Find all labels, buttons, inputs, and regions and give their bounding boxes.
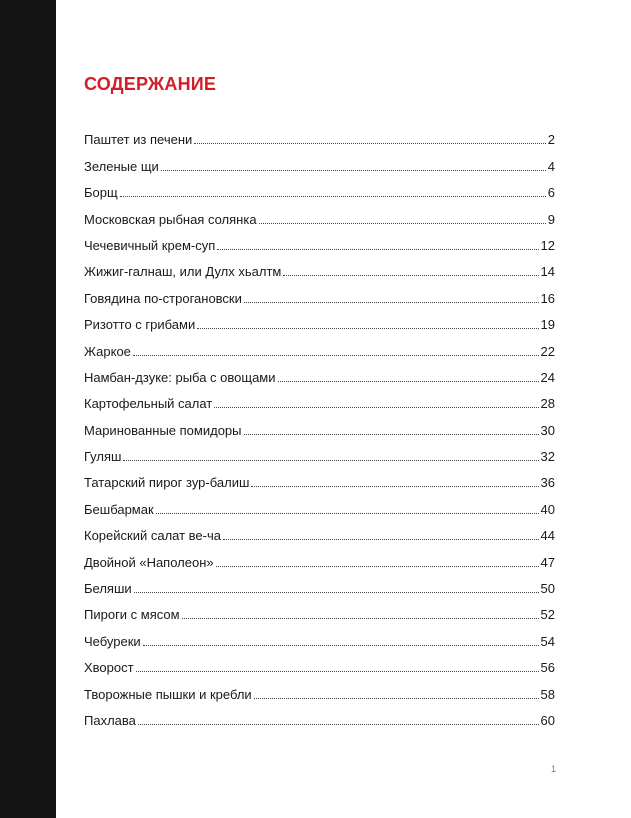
toc-entry[interactable] — [84, 703, 555, 729]
toc-entry[interactable] — [84, 412, 555, 438]
toc-entry[interactable] — [84, 122, 555, 148]
toc-entry-page: 60 — [540, 712, 555, 728]
toc-entry-label: Говядина по-строгановски — [84, 290, 242, 306]
dot-leader — [156, 513, 539, 514]
toc-entry[interactable] — [84, 280, 555, 306]
toc-entry-label: Пироги с мясом — [84, 607, 180, 623]
dot-leader — [283, 275, 538, 276]
toc-entry-page: 9 — [547, 211, 555, 227]
toc-entry-label: Намбан-дзуке: рыба с овощами — [84, 369, 276, 385]
toc-entry[interactable] — [84, 360, 555, 386]
toc-entry-label: Татарский пирог зур-балиш — [84, 475, 250, 491]
toc-entry[interactable] — [84, 544, 555, 570]
dot-leader — [161, 170, 546, 171]
dot-leader — [194, 143, 545, 144]
page-number: 1 — [551, 764, 557, 774]
toc-entry[interactable] — [84, 597, 555, 623]
toc-entry[interactable] — [84, 148, 555, 174]
toc-entry-label: Беляши — [84, 581, 132, 597]
dot-leader — [251, 486, 538, 487]
dot-leader — [143, 645, 539, 646]
toc-entry-page: 28 — [540, 396, 555, 412]
toc-entry[interactable] — [84, 228, 555, 254]
toc-entry-page: 6 — [547, 185, 555, 201]
dot-leader — [278, 381, 539, 382]
toc-entry-page: 24 — [540, 369, 555, 385]
dot-leader — [197, 328, 538, 329]
dot-leader — [134, 592, 539, 593]
toc-entry[interactable] — [84, 254, 555, 280]
toc-entry-page: 47 — [540, 554, 555, 570]
toc-entry-page: 12 — [540, 237, 555, 253]
toc-entry[interactable] — [84, 175, 555, 201]
toc-entry-label: Чебуреки — [84, 633, 141, 649]
toc-entry[interactable] — [84, 571, 555, 597]
toc-entry-page: 2 — [547, 132, 555, 148]
toc-entry-page: 52 — [540, 607, 555, 623]
dot-leader — [136, 671, 539, 672]
dot-leader — [259, 223, 546, 224]
toc-entry-label: Чечевичный крем-суп — [84, 237, 216, 253]
toc-entry-page: 22 — [540, 343, 555, 359]
toc-entry-label: Зеленые щи — [84, 158, 159, 174]
toc-entry-page: 54 — [540, 633, 555, 649]
dot-leader — [244, 434, 539, 435]
toc-entry[interactable] — [84, 465, 555, 491]
dot-leader — [138, 724, 539, 725]
dot-leader — [182, 618, 539, 619]
toc-entry[interactable] — [84, 333, 555, 359]
toc-list — [84, 122, 555, 729]
dot-leader — [123, 460, 538, 461]
toc-entry-label: Корейский салат ве-ча — [84, 528, 221, 544]
toc-entry-page: 36 — [540, 475, 555, 491]
dot-leader — [216, 566, 539, 567]
toc-entry-page: 40 — [540, 501, 555, 517]
toc-entry-page: 50 — [540, 581, 555, 597]
toc-entry-label: Ризотто с грибами — [84, 317, 196, 333]
toc-entry-label: Гуляш — [84, 449, 122, 465]
toc-entry-label: Жаркое — [84, 343, 131, 359]
toc-entry-label: Двойной «Наполеон» — [84, 554, 214, 570]
side-bar — [0, 0, 56, 818]
toc-entry-page: 14 — [540, 264, 555, 280]
toc-entry-page: 4 — [547, 158, 555, 174]
toc-entry-page: 30 — [540, 422, 555, 438]
toc-entry[interactable] — [84, 676, 555, 702]
toc-entry[interactable] — [84, 650, 555, 676]
toc-entry-page: 56 — [540, 660, 555, 676]
toc-entry-page: 19 — [540, 317, 555, 333]
toc-entry-label: Паштет из печени — [84, 132, 193, 148]
toc-entry-label: Картофельный салат — [84, 396, 213, 412]
dot-leader — [217, 249, 538, 250]
toc-entry-label: Московская рыбная солянка — [84, 211, 257, 227]
dot-leader — [214, 407, 538, 408]
toc-entry-label: Пахлава — [84, 712, 136, 728]
toc-entry-page: 16 — [540, 290, 555, 306]
dot-leader — [254, 698, 539, 699]
toc-entry[interactable] — [84, 307, 555, 333]
toc-entry-label: Борщ — [84, 185, 118, 201]
toc-entry-label: Хворост — [84, 660, 134, 676]
toc-entry[interactable] — [84, 518, 555, 544]
dot-leader — [133, 355, 539, 356]
toc-entry[interactable] — [84, 491, 555, 517]
toc-entry-label: Творожные пышки и кребли — [84, 686, 252, 702]
toc-entry[interactable] — [84, 439, 555, 465]
toc-entry-label: Жижиг-галнаш, или Дулх хьалтм — [84, 264, 282, 280]
toc-entry-page: 32 — [540, 449, 555, 465]
toc-entry-label: Бешбармак — [84, 501, 154, 517]
toc-entry-page: 44 — [540, 528, 555, 544]
dot-leader — [223, 539, 539, 540]
toc-entry[interactable] — [84, 623, 555, 649]
dot-leader — [244, 302, 539, 303]
toc-entry-label: Маринованные помидоры — [84, 422, 242, 438]
toc-entry-page: 58 — [540, 686, 555, 702]
dot-leader — [120, 196, 546, 197]
toc-title: СОДЕРЖАНИЕ — [84, 74, 217, 94]
toc-entry[interactable] — [84, 201, 555, 227]
toc-entry[interactable] — [84, 386, 555, 412]
